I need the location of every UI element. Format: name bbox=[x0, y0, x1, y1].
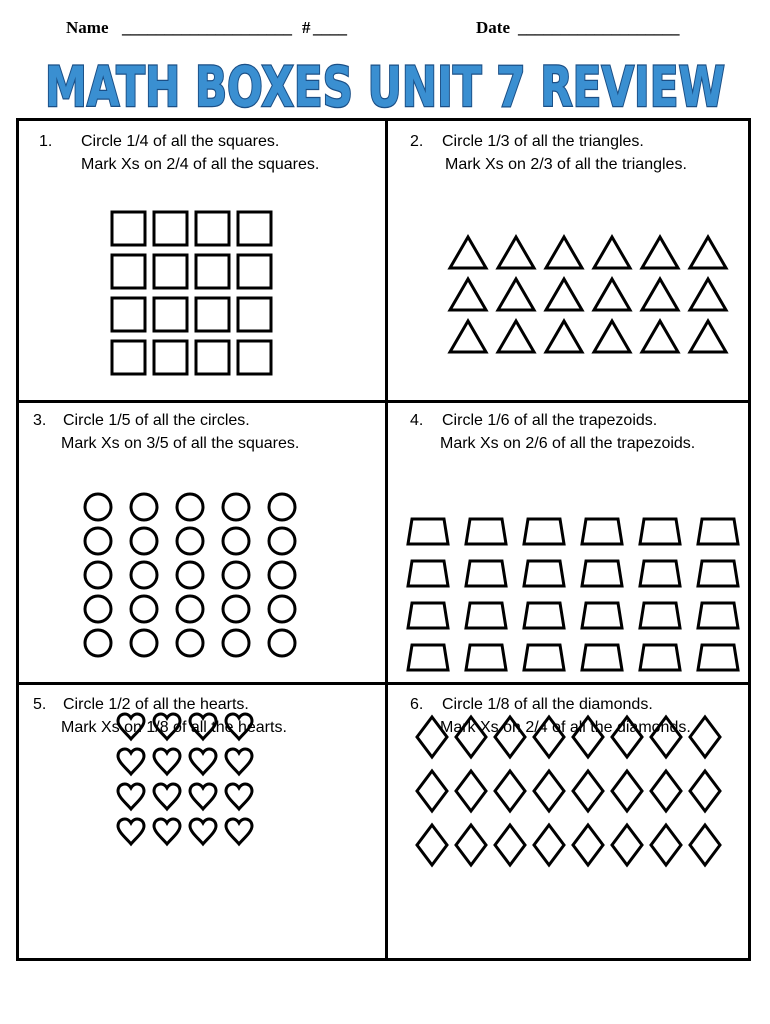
circle-shape[interactable] bbox=[269, 630, 295, 656]
diamond-shape[interactable] bbox=[456, 771, 486, 811]
heart-shape[interactable] bbox=[226, 749, 252, 774]
circle-shape[interactable] bbox=[177, 630, 203, 656]
circles bbox=[85, 494, 295, 656]
hearts bbox=[118, 714, 252, 844]
square-shape[interactable] bbox=[112, 341, 145, 374]
diamond-shape[interactable] bbox=[612, 771, 642, 811]
trapezoid-shape[interactable] bbox=[698, 645, 738, 670]
circle-shape[interactable] bbox=[85, 494, 111, 520]
question-number: 4. bbox=[410, 412, 424, 429]
math-box-1 bbox=[19, 121, 385, 400]
trapezoid-shape[interactable] bbox=[466, 645, 506, 670]
square-shape[interactable] bbox=[196, 212, 229, 245]
diamonds bbox=[417, 717, 720, 865]
question-line-1: Circle 1/4 of all the squares. bbox=[81, 133, 280, 150]
diamond-shape[interactable] bbox=[573, 771, 603, 811]
circle-shape[interactable] bbox=[269, 596, 295, 622]
circle-shape[interactable] bbox=[269, 494, 295, 520]
diamond-shape[interactable] bbox=[573, 825, 603, 865]
diamond-shape[interactable] bbox=[651, 771, 681, 811]
question-line-2: Mark Xs on 1/8 of all the hearts. bbox=[61, 719, 287, 736]
triangle-shape[interactable] bbox=[642, 321, 678, 352]
square-shape[interactable] bbox=[238, 298, 271, 331]
trapezoid-shape[interactable] bbox=[524, 645, 564, 670]
triangles bbox=[450, 237, 726, 352]
trapezoid-shape[interactable] bbox=[408, 519, 448, 544]
circle-shape[interactable] bbox=[131, 562, 157, 588]
question-line-1: Circle 1/3 of all the triangles. bbox=[442, 133, 644, 150]
triangles-group bbox=[388, 121, 751, 400]
heart-shape[interactable] bbox=[226, 819, 252, 844]
diamonds-group bbox=[388, 685, 751, 961]
diamond-shape[interactable] bbox=[495, 771, 525, 811]
triangle-shape[interactable] bbox=[690, 321, 726, 352]
trapezoid-shape[interactable] bbox=[640, 519, 680, 544]
triangle-shape[interactable] bbox=[594, 321, 630, 352]
diamond-shape[interactable] bbox=[534, 825, 564, 865]
heart-shape[interactable] bbox=[154, 784, 180, 809]
diamond-shape[interactable] bbox=[690, 825, 720, 865]
header-line bbox=[0, 18, 770, 42]
trapezoid-shape[interactable] bbox=[524, 519, 564, 544]
heart-shape[interactable] bbox=[154, 819, 180, 844]
math-box-5 bbox=[19, 685, 385, 961]
circles-group bbox=[19, 403, 385, 682]
title-graphic bbox=[0, 52, 770, 118]
heart-shape[interactable] bbox=[190, 819, 216, 844]
circle-shape[interactable] bbox=[177, 562, 203, 588]
question-line-1: Circle 1/8 of all the diamonds. bbox=[442, 696, 653, 713]
trapezoid-shape[interactable] bbox=[408, 603, 448, 628]
number-field[interactable]: ____ bbox=[313, 18, 347, 37]
heart-shape[interactable] bbox=[190, 749, 216, 774]
question-number: 5. bbox=[33, 696, 47, 713]
diamond-shape[interactable] bbox=[534, 717, 564, 757]
square-shape[interactable] bbox=[154, 298, 187, 331]
date-label: Date bbox=[476, 18, 510, 37]
trapezoid-shape[interactable] bbox=[640, 603, 680, 628]
trapezoid-shape[interactable] bbox=[466, 603, 506, 628]
diamond-shape[interactable] bbox=[612, 717, 642, 757]
triangle-shape[interactable] bbox=[498, 321, 534, 352]
circle-shape[interactable] bbox=[223, 494, 249, 520]
square-shape[interactable] bbox=[154, 341, 187, 374]
circle-shape[interactable] bbox=[85, 630, 111, 656]
diamond-shape[interactable] bbox=[417, 717, 447, 757]
square-shape[interactable] bbox=[154, 212, 187, 245]
question-line-2: Mark Xs on 2/6 of all the trapezoids. bbox=[440, 435, 696, 452]
trapezoids bbox=[408, 519, 738, 670]
heart-shape[interactable] bbox=[154, 749, 180, 774]
trapezoid-shape[interactable] bbox=[524, 603, 564, 628]
triangle-shape[interactable] bbox=[642, 237, 678, 268]
trapezoid-shape[interactable] bbox=[582, 519, 622, 544]
diamond-shape[interactable] bbox=[534, 771, 564, 811]
triangle-shape[interactable] bbox=[498, 237, 534, 268]
trapezoid-shape[interactable] bbox=[582, 603, 622, 628]
trapezoid-shape[interactable] bbox=[582, 645, 622, 670]
trapezoid-shape[interactable] bbox=[640, 561, 680, 586]
circle-shape[interactable] bbox=[223, 562, 249, 588]
square-shape[interactable] bbox=[238, 341, 271, 374]
triangle-shape[interactable] bbox=[546, 279, 582, 310]
trapezoid-shape[interactable] bbox=[408, 561, 448, 586]
triangle-shape[interactable] bbox=[450, 279, 486, 310]
diamond-shape[interactable] bbox=[417, 825, 447, 865]
square-shape[interactable] bbox=[196, 298, 229, 331]
question-number: 3. bbox=[33, 412, 47, 429]
name-label: Name bbox=[66, 18, 109, 37]
circle-shape[interactable] bbox=[177, 596, 203, 622]
heart-shape[interactable] bbox=[190, 784, 216, 809]
circle-shape[interactable] bbox=[223, 630, 249, 656]
diamond-shape[interactable] bbox=[495, 717, 525, 757]
heart-shape[interactable] bbox=[118, 749, 144, 774]
question-number: 2. bbox=[410, 133, 424, 150]
math-boxes-grid bbox=[16, 118, 751, 961]
heart-shape[interactable] bbox=[226, 714, 252, 739]
question-line-2: Mark Xs on 2/4 of all the squares. bbox=[81, 156, 320, 173]
heart-shape[interactable] bbox=[118, 714, 144, 739]
trapezoid-shape[interactable] bbox=[582, 561, 622, 586]
square-shape[interactable] bbox=[112, 212, 145, 245]
triangle-shape[interactable] bbox=[690, 237, 726, 268]
question-number: 6. bbox=[410, 696, 424, 713]
question-line-1: Circle 1/6 of all the trapezoids. bbox=[442, 412, 658, 429]
square-shape[interactable] bbox=[112, 298, 145, 331]
square-shape[interactable] bbox=[154, 255, 187, 288]
diamond-shape[interactable] bbox=[651, 825, 681, 865]
circle-shape[interactable] bbox=[85, 528, 111, 554]
circle-shape[interactable] bbox=[85, 596, 111, 622]
triangle-shape[interactable] bbox=[594, 237, 630, 268]
diamond-shape[interactable] bbox=[651, 717, 681, 757]
trapezoids-group bbox=[388, 403, 751, 682]
diamond-shape[interactable] bbox=[456, 825, 486, 865]
question-line-2: Mark Xs on 3/5 of all the squares. bbox=[61, 435, 300, 452]
diamond-shape[interactable] bbox=[417, 771, 447, 811]
circle-shape[interactable] bbox=[131, 494, 157, 520]
title-text: MATH BOXES UNIT 7 REVIEW bbox=[45, 55, 725, 118]
heart-shape[interactable] bbox=[226, 784, 252, 809]
question-number: 1. bbox=[39, 133, 53, 150]
trapezoid-shape[interactable] bbox=[640, 645, 680, 670]
triangle-shape[interactable] bbox=[498, 279, 534, 310]
trapezoid-shape[interactable] bbox=[524, 561, 564, 586]
squares bbox=[112, 212, 271, 374]
math-box-4 bbox=[388, 403, 751, 682]
triangle-shape[interactable] bbox=[450, 321, 486, 352]
diamond-shape[interactable] bbox=[690, 771, 720, 811]
diamond-shape[interactable] bbox=[612, 825, 642, 865]
square-shape[interactable] bbox=[238, 212, 271, 245]
circle-shape[interactable] bbox=[131, 596, 157, 622]
question-line-2: Mark Xs on 2/4 of all the diamonds. bbox=[440, 719, 691, 736]
circle-shape[interactable] bbox=[269, 528, 295, 554]
page-title bbox=[0, 52, 770, 118]
square-shape[interactable] bbox=[238, 255, 271, 288]
square-shape[interactable] bbox=[112, 255, 145, 288]
diamond-shape[interactable] bbox=[573, 717, 603, 757]
circle-shape[interactable] bbox=[269, 562, 295, 588]
math-box-3 bbox=[19, 403, 385, 682]
heart-shape[interactable] bbox=[190, 714, 216, 739]
diamond-shape[interactable] bbox=[690, 717, 720, 757]
trapezoid-shape[interactable] bbox=[466, 561, 506, 586]
heart-shape[interactable] bbox=[154, 714, 180, 739]
circle-shape[interactable] bbox=[223, 528, 249, 554]
circle-shape[interactable] bbox=[223, 596, 249, 622]
triangle-shape[interactable] bbox=[642, 279, 678, 310]
question-line-1: Circle 1/2 of all the hearts. bbox=[63, 696, 249, 713]
circle-shape[interactable] bbox=[177, 528, 203, 554]
circle-shape[interactable] bbox=[131, 630, 157, 656]
circle-shape[interactable] bbox=[85, 562, 111, 588]
circle-shape[interactable] bbox=[131, 528, 157, 554]
square-shape[interactable] bbox=[196, 341, 229, 374]
square-shape[interactable] bbox=[196, 255, 229, 288]
trapezoid-shape[interactable] bbox=[698, 561, 738, 586]
circle-shape[interactable] bbox=[177, 494, 203, 520]
squares-group bbox=[19, 121, 385, 400]
diamond-shape[interactable] bbox=[456, 717, 486, 757]
question-line-1: Circle 1/5 of all the circles. bbox=[63, 412, 250, 429]
hearts-group bbox=[19, 685, 385, 961]
trapezoid-shape[interactable] bbox=[466, 519, 506, 544]
diamond-shape[interactable] bbox=[495, 825, 525, 865]
name-field[interactable]: ____________________ bbox=[122, 18, 292, 37]
triangle-shape[interactable] bbox=[690, 279, 726, 310]
math-box-6 bbox=[388, 685, 751, 961]
trapezoid-shape[interactable] bbox=[698, 519, 738, 544]
number-label: # bbox=[302, 18, 311, 37]
trapezoid-shape[interactable] bbox=[698, 603, 738, 628]
date-field[interactable]: ___________________ bbox=[518, 18, 680, 37]
heart-shape[interactable] bbox=[118, 784, 144, 809]
triangle-shape[interactable] bbox=[594, 279, 630, 310]
triangle-shape[interactable] bbox=[450, 237, 486, 268]
trapezoid-shape[interactable] bbox=[408, 645, 448, 670]
triangle-shape[interactable] bbox=[546, 321, 582, 352]
math-box-2 bbox=[388, 121, 751, 400]
question-line-2: Mark Xs on 2/3 of all the triangles. bbox=[445, 156, 687, 173]
heart-shape[interactable] bbox=[118, 819, 144, 844]
triangle-shape[interactable] bbox=[546, 237, 582, 268]
